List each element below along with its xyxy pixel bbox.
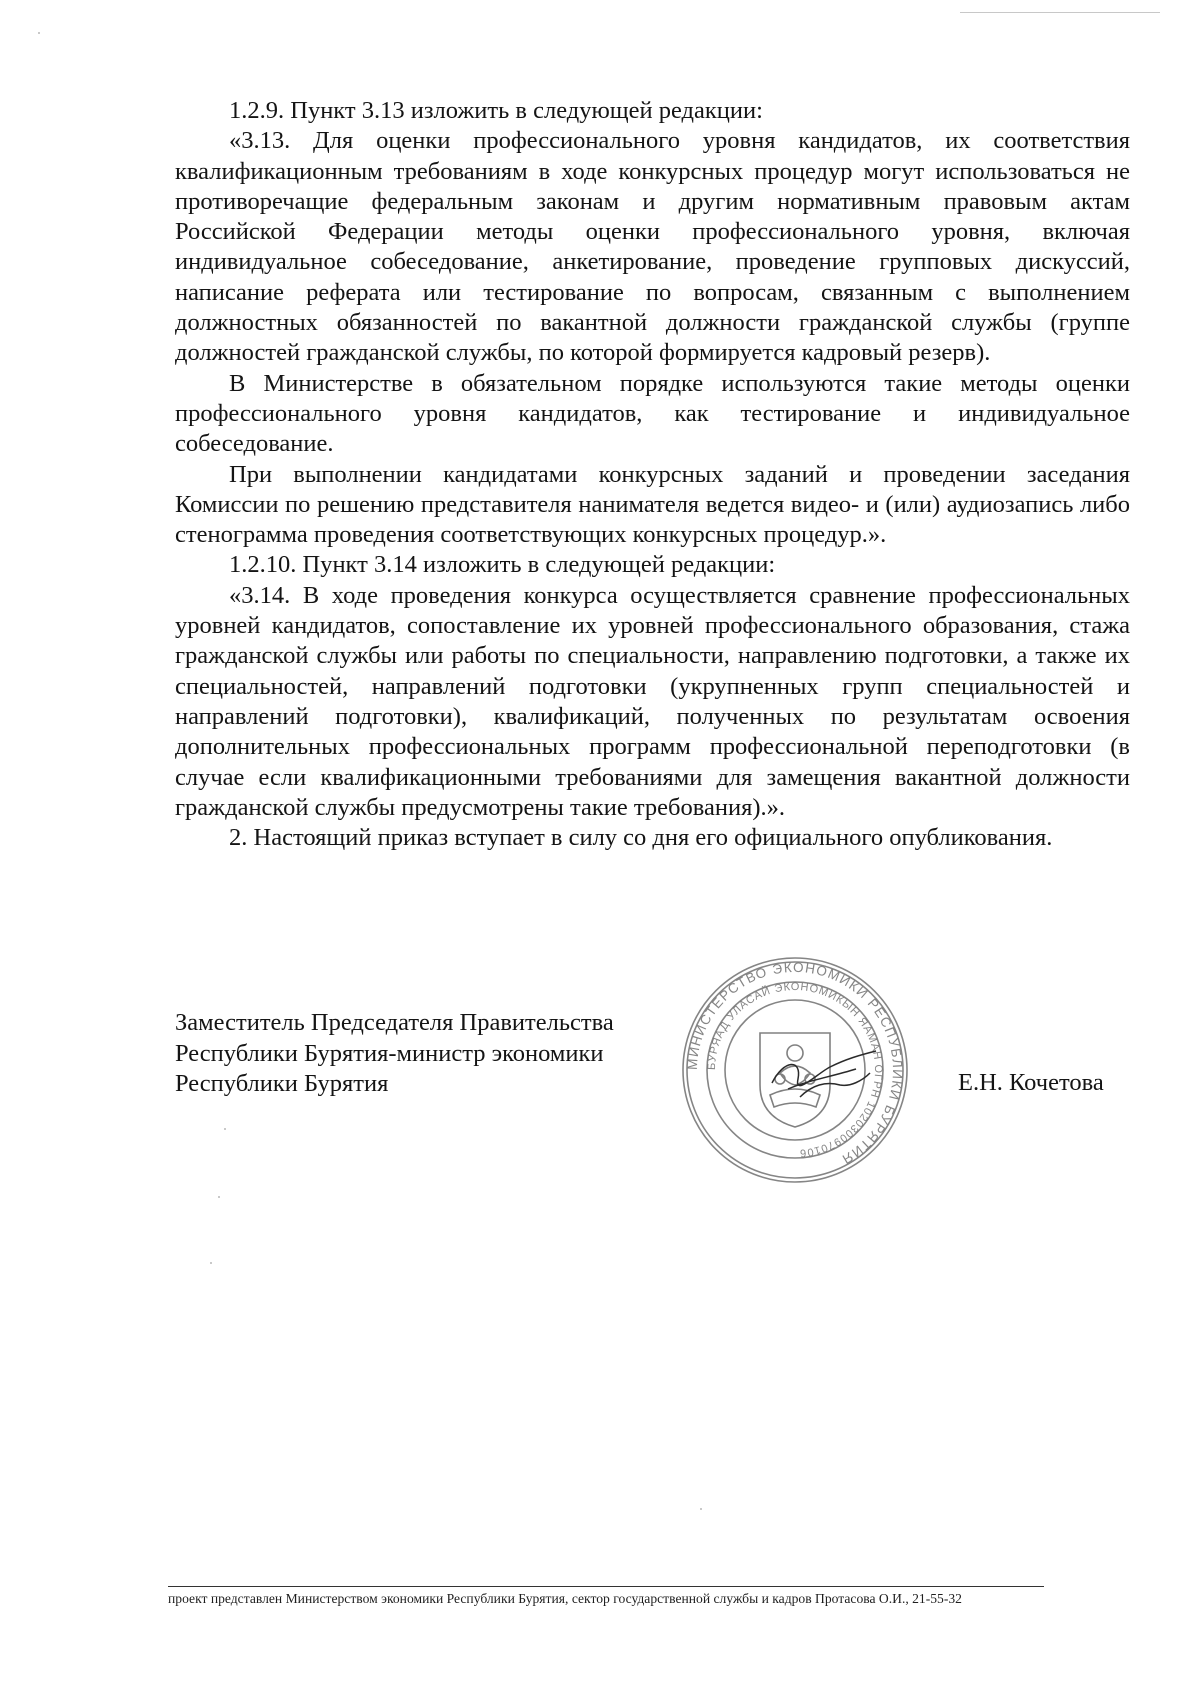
scan-artifact-line — [960, 12, 1160, 13]
footer-separator-line — [168, 1586, 1044, 1587]
signatory-position-line: Заместитель Председателя Правительства — [175, 1009, 614, 1036]
document-body — [175, 96, 1130, 853]
seal-inner-ring-text: БУРЯАД УЛАСАЙ ЭКОНОМИКЫН ЯАМАН ОГРН 1020300970106 — [705, 980, 885, 1159]
seal-coat-of-arms-emblem — [760, 1033, 830, 1127]
scan-speck — [210, 1262, 212, 1264]
signatory-position-line: Республики Бурятия — [175, 1070, 389, 1097]
signatory-name: Е.Н. Кочетова — [958, 1069, 1104, 1096]
signatory-position — [175, 1008, 614, 1100]
paragraph-effective-date: 2. Настоящий приказ вступает в силу со дня его официального опубликования. — [229, 824, 1053, 852]
scan-speck — [218, 1196, 220, 1198]
paragraph-3-14-text: «3.14. В ходе проведения конкурса осуществляется сравнение профессиональных уровней кандидатов, сопоставление их уровней профессионального образования, стажа гражданской службы или работы по специальности, направлению подготовки, а также их специальностей, направлений подготовки (укрупненных групп специальностей и направлений подготовки), квалификаций, полученных по результатам освоения дополнительных профессиональных программ профессиональной переподготовки (в случае если квалификационными требованиями для замещения вакантной должности гражданской службы предусмотрены такие требования).». — [175, 581, 1130, 821]
scan-speck — [700, 1508, 702, 1510]
paragraph-1-2-10-heading: 1.2.10. Пункт 3.14 изложить в следующей редакции: — [229, 551, 776, 579]
paragraph-recording: При выполнении кандидатами конкурсных заданий и проведении заседания Комиссии по решению представителя нанимателя ведется видео- и (или) аудиозапись либо стенограмма проведения соответствующих конкурсных процедур.». — [175, 460, 1130, 549]
signatory-position-line: Республики Бурятия-министр экономики — [175, 1039, 604, 1067]
seal-outer-ring-text: МИНИСТЕРСТВО ЭКОНОМИКИ РЕСПУБЛИКИ БУРЯТИЯ — [684, 959, 906, 1168]
paragraph-ministry-methods: В Министерстве в обязательном порядке используются такие методы оценки профессионального уровня кандидатов, как тестирование и индивидуальное собеседование. — [175, 369, 1130, 458]
scan-speck — [224, 1128, 226, 1130]
official-seal-stamp — [680, 955, 910, 1185]
paragraph-1-2-9-heading: 1.2.9. Пункт 3.13 изложить в следующей редакции: — [229, 97, 763, 124]
footer-prepared-by-note: проект представлен Министерством экономики Республики Бурятия, сектор государственной службы и кадров Протасова О.И., 21-55-32 — [168, 1591, 962, 1606]
paragraph-3-13-text: «3.13. Для оценки профессионального уровня кандидатов, их соответствия квалификационным требованиям в ходе конкурсных процедур могут использоваться не противоречащие федеральным законам и другим нормативным правовым актам Российской Федерации методы оценки профессионального уровня, включая индивидуальное собеседование, анкетирование, проведение групповых дискуссий, написание реферата или тестирование по вопросам, связанным с выполнением должностных обязанностей по вакантной должности гражданской службы (группе должностей гражданской службы, по которой формируется кадровый резерв). — [175, 127, 1130, 367]
scan-speck — [38, 32, 40, 34]
